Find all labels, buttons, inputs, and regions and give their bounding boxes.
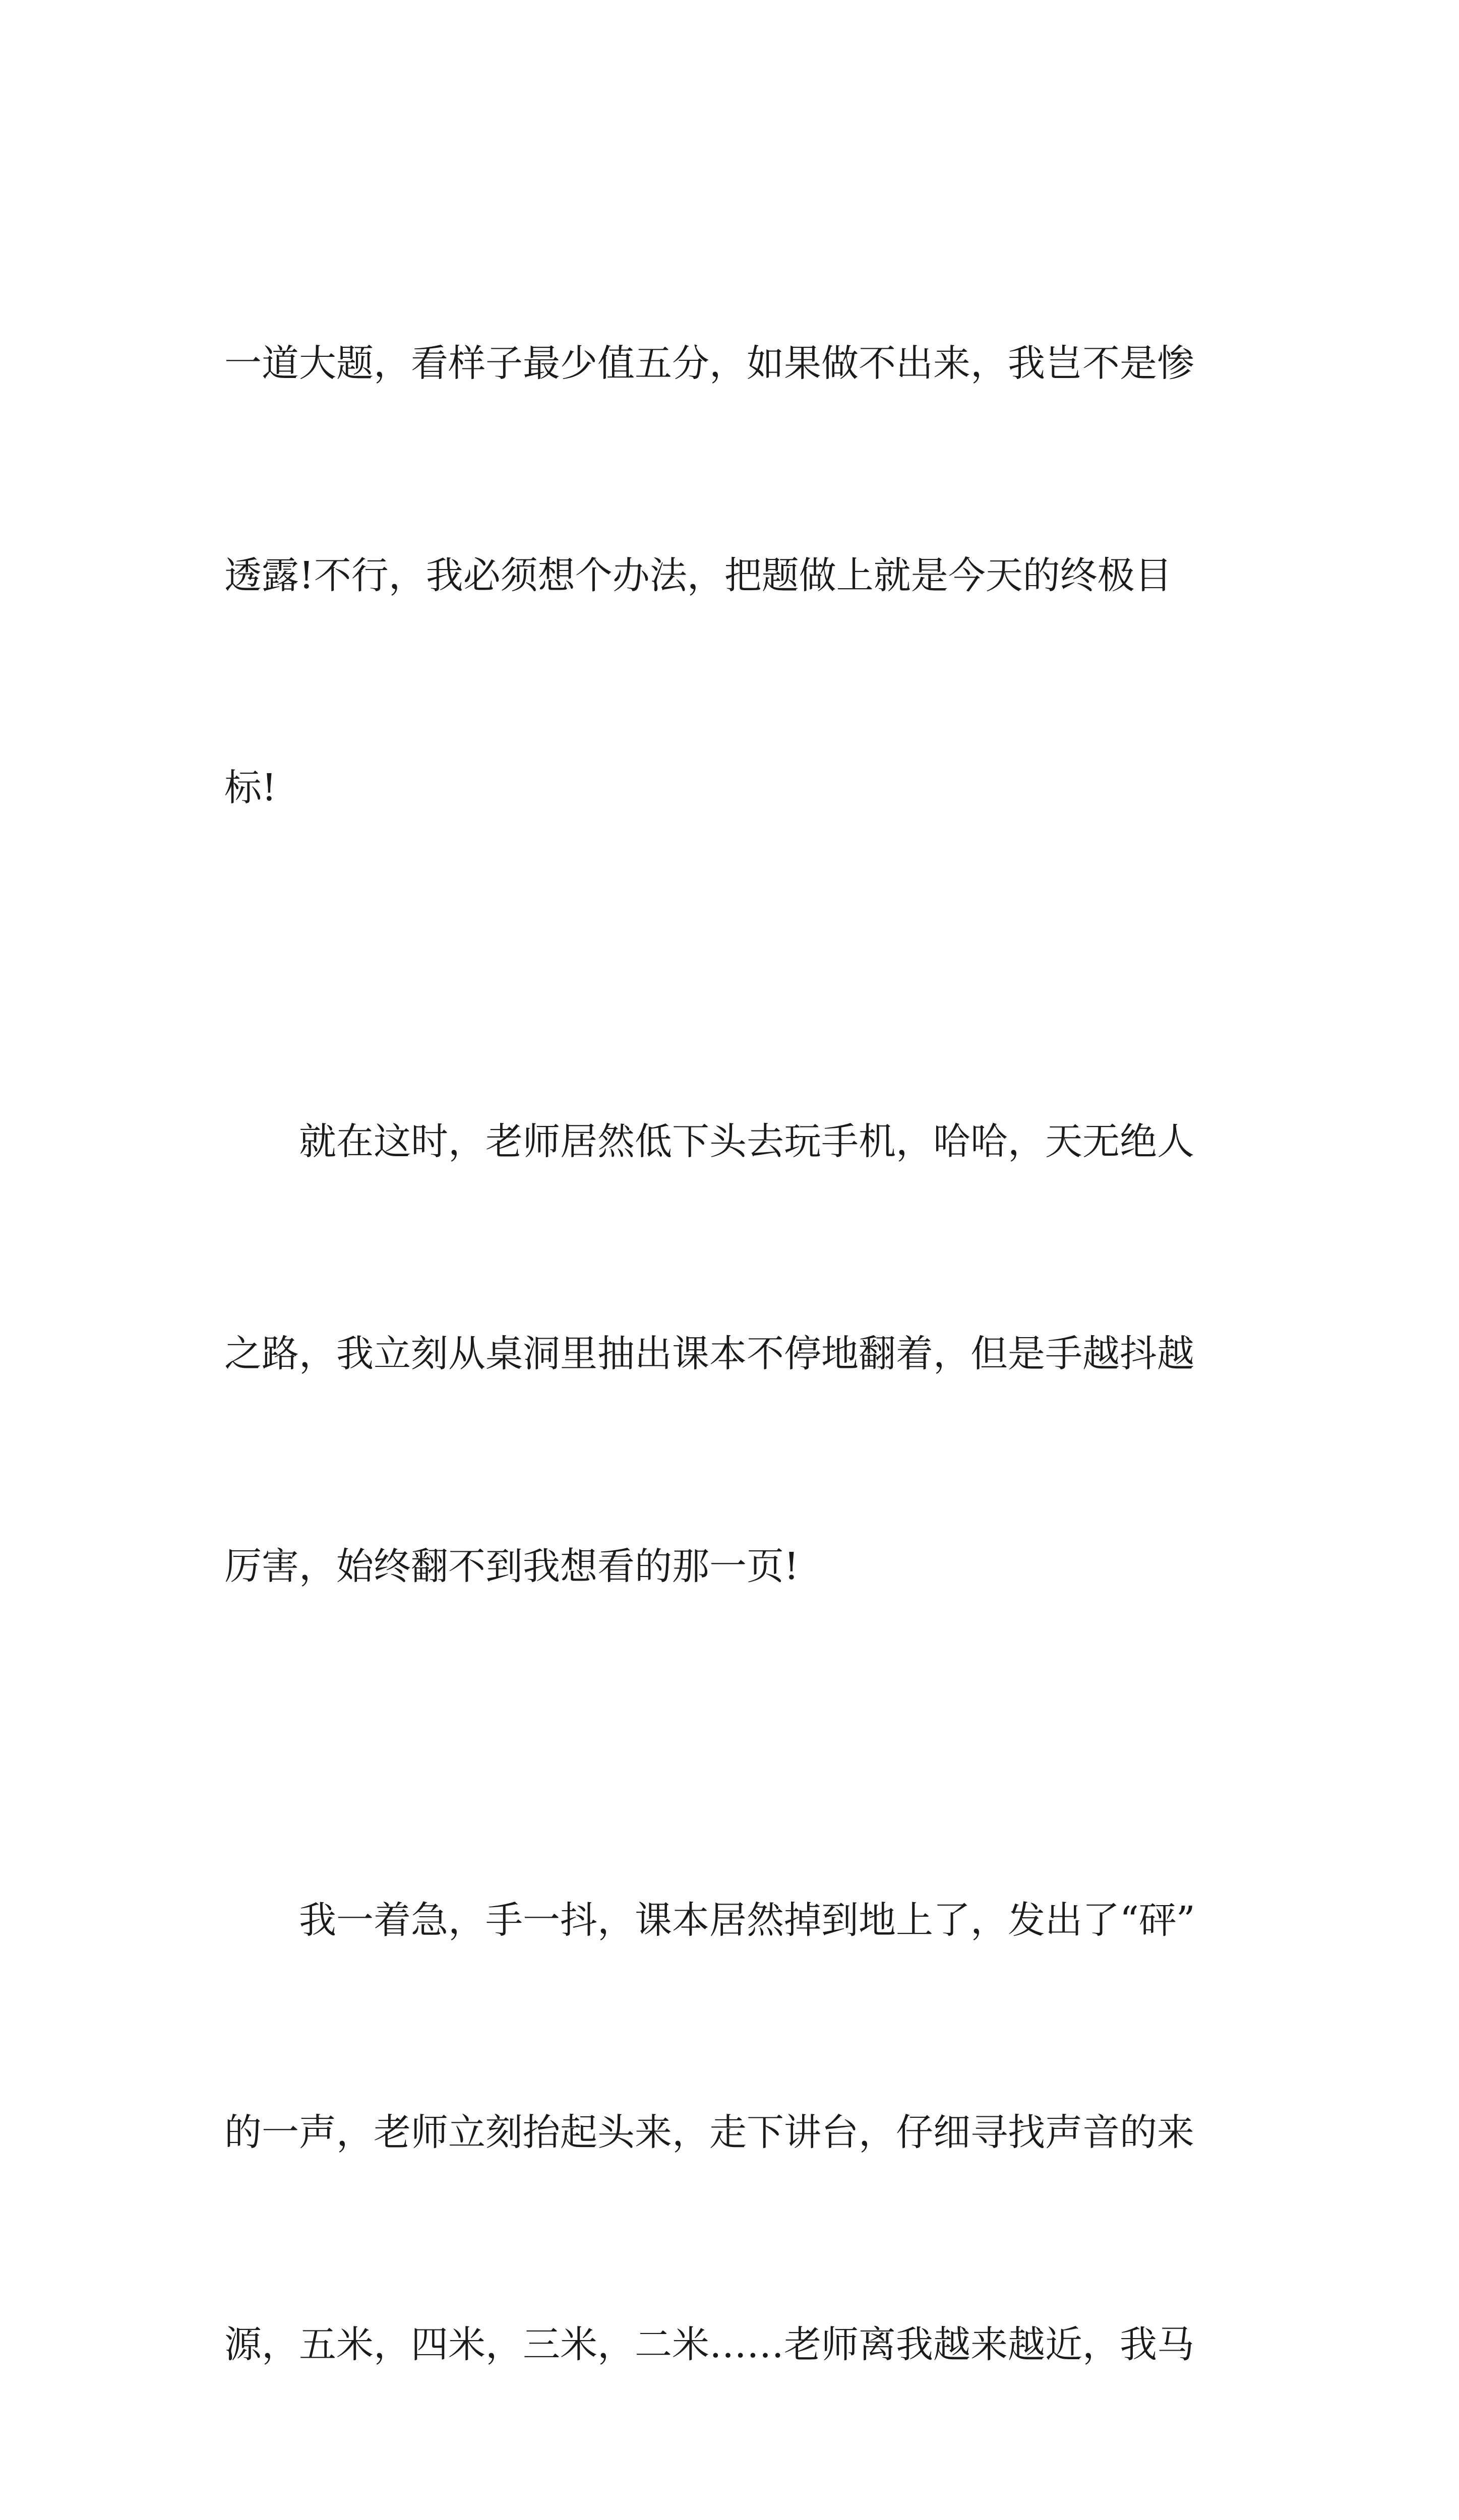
text-line: 透露!不行，我必须想个办法，把题做上就是今天的终极目 <box>224 554 1172 598</box>
paragraph-2 <box>224 965 1238 1743</box>
text-line: 一道大题，看样子最少值五分，如果做不出来，我岂不是惨 <box>224 341 1194 385</box>
paragraph-1 <box>224 186 1238 965</box>
text-line: 源，五米，四米，三米，二米……老师离我越来越近，我马 <box>224 2323 1194 2367</box>
text-line: 标! <box>224 766 277 810</box>
text-line: 厉害，始终翻不到我想看的那一页! <box>224 1544 799 1588</box>
text-line: 的一声，老师立刻抬起头来，走下讲台，仔细寻找声音的来 <box>224 2110 1194 2154</box>
text-line: 就在这时，老师居然低下头去玩手机，哈哈，天无绝人 <box>299 1120 1194 1164</box>
text-line: 之路，我立刻从桌洞里抽出课本不停地翻着，但是手越抖越 <box>224 1332 1194 1376</box>
document-body <box>224 186 1238 2520</box>
text-line: 我一着急，手一抖，课本居然掉到地上了，发出了“砰” <box>299 1898 1195 1942</box>
paragraph-3 <box>224 1743 1238 2520</box>
